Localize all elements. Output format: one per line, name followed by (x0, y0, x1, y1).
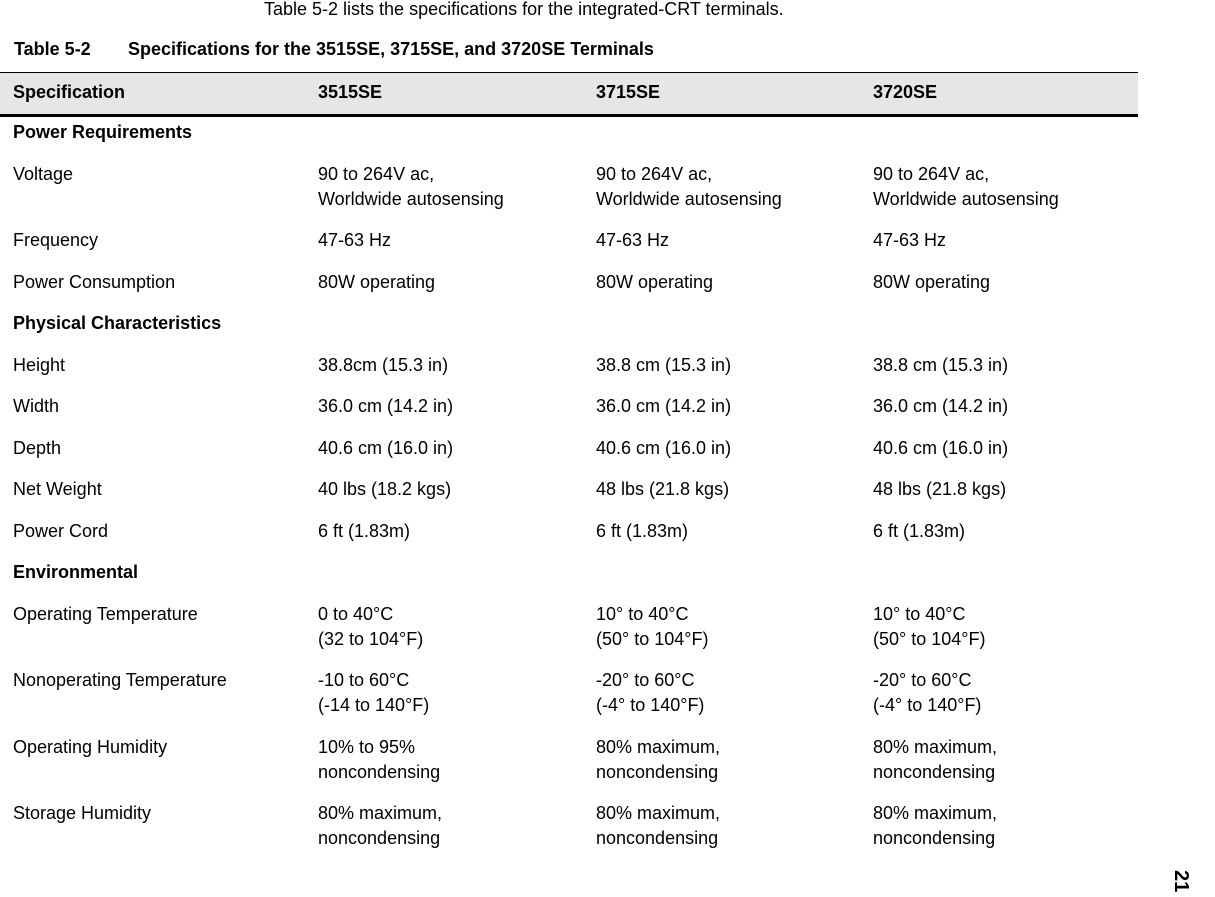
spec-value-line: noncondensing (873, 828, 996, 848)
spec-value-line: -20° to 60°C (873, 670, 972, 690)
spec-value-line: (50° to 104°F) (596, 628, 709, 649)
table-title: Specifications for the 3515SE, 3715SE, and 3720SE Terminals (128, 39, 654, 59)
spec-value-line: 80% maximum, (596, 803, 721, 823)
spec-value-line: 40 lbs (18.2 kgs) (318, 479, 452, 499)
intro-text: Table 5-2 lists the specifications for the integrated-CRT terminals. (264, 0, 784, 19)
spec-value-line: 38.8cm (15.3 in) (318, 354, 449, 375)
spec-value-line: 40.6 cm (16.0 in) (873, 437, 1009, 458)
table-row (0, 799, 1138, 866)
spec-value-cell (873, 801, 997, 851)
spec-value-line: -20° to 60°C (596, 670, 695, 690)
spec-value-line: 6 ft (1.83m) (873, 520, 966, 541)
spec-value-line: 36.0 cm (14.2 in) (596, 396, 732, 416)
spec-value-line: 90 to 264V ac, (596, 163, 713, 184)
section-label: Power Requirements (13, 122, 193, 142)
table-row (0, 160, 1138, 227)
spec-value-line: Worldwide autosensing (318, 188, 504, 209)
table-row (0, 733, 1138, 800)
spec-value-line: 40.6 cm (16.0 in) (318, 437, 454, 458)
spec-label: Depth (13, 437, 62, 458)
spec-value-line: 40.6 cm (16.0 in) (596, 437, 732, 458)
spec-value-cell (318, 436, 453, 461)
spec-value-line: 90 to 264V ac, (318, 163, 435, 184)
spec-label: Power Consumption (13, 271, 176, 292)
spec-value-cell (596, 270, 713, 295)
spec-value-cell (873, 228, 946, 253)
spec-value-cell (596, 228, 669, 253)
spec-value-cell (596, 394, 731, 419)
spec-value-cell (873, 519, 965, 544)
spec-value-line: 47-63 Hz (318, 230, 392, 250)
header-3720se: 3720SE (873, 82, 938, 102)
spec-label: Operating Humidity (13, 736, 168, 757)
spec-value-line: 6 ft (1.83m) (318, 520, 411, 541)
section-row (0, 309, 1138, 351)
table-row (0, 226, 1138, 268)
page-number: 21 (1170, 870, 1192, 893)
spec-value-line: 80W operating (873, 271, 991, 292)
spec-value-cell (873, 270, 990, 295)
spec-value-line: -10 to 60°C (318, 670, 410, 690)
spec-value-cell (596, 353, 731, 378)
spec-value-line: (-4° to 140°F) (873, 695, 982, 715)
header-3515se: 3515SE (318, 82, 383, 102)
section-label: Physical Characteristics (13, 313, 222, 333)
spec-value-line: noncondensing (318, 828, 441, 848)
spec-value-line: 80% maximum, (873, 803, 998, 823)
table-row (0, 351, 1138, 393)
spec-value-line: 47-63 Hz (873, 230, 947, 250)
table-number: Table 5-2 (14, 39, 91, 59)
spec-value-line: 80% maximum, (318, 803, 443, 823)
table-row (0, 600, 1138, 667)
spec-value-cell (873, 668, 981, 718)
spec-label: Nonoperating Temperature (13, 670, 227, 690)
spec-label: Net Weight (13, 479, 102, 499)
table-header-row (0, 72, 1138, 117)
spec-value-line: noncondensing (318, 761, 441, 782)
spec-value-cell (318, 228, 391, 253)
spec-value-cell (873, 436, 1008, 461)
spec-value-cell (596, 668, 704, 718)
spec-value-cell (596, 436, 731, 461)
spec-value-cell (873, 735, 997, 785)
spec-value-cell (318, 801, 442, 851)
spec-value-cell (596, 602, 708, 652)
spec-value-cell (318, 735, 440, 785)
spec-value-line: noncondensing (596, 761, 719, 782)
spec-value-cell (318, 353, 448, 378)
spec-value-line: 36.0 cm (14.2 in) (318, 396, 454, 416)
table-row (0, 434, 1138, 476)
spec-label: Power Cord (13, 520, 109, 541)
table-row (0, 475, 1138, 517)
spec-label: Operating Temperature (13, 603, 198, 624)
spec-value-line: 10° to 40°C (596, 603, 689, 624)
table-row (0, 392, 1138, 434)
spec-value-cell (318, 270, 435, 295)
spec-label: Height (13, 354, 66, 375)
spec-value-line: Worldwide autosensing (596, 188, 782, 209)
section-row (0, 558, 1138, 600)
spec-value-line: 10° to 40°C (873, 603, 966, 624)
spec-value-line: 6 ft (1.83m) (596, 520, 689, 541)
table-row (0, 666, 1138, 733)
spec-label: Width (13, 396, 60, 416)
spec-value-cell (596, 519, 688, 544)
table-caption (14, 38, 654, 60)
spec-value-line: 80% maximum, (596, 736, 721, 757)
spec-value-line: 36.0 cm (14.2 in) (873, 396, 1009, 416)
spec-value-cell (596, 162, 782, 212)
spec-value-line: Worldwide autosensing (873, 188, 1059, 209)
spec-value-line: 80W operating (596, 271, 714, 292)
spec-value-line: 90 to 264V ac, (873, 163, 990, 184)
spec-value-cell (596, 735, 720, 785)
spec-value-cell (596, 801, 720, 851)
spec-label: Storage Humidity (13, 803, 152, 823)
spec-label: Voltage (13, 163, 74, 184)
spec-value-cell (596, 477, 729, 502)
spec-value-line: (50° to 104°F) (873, 628, 986, 649)
table-row (0, 517, 1138, 559)
spec-value-cell (873, 394, 1008, 419)
spec-value-cell (873, 477, 1006, 502)
spec-value-cell (873, 162, 1059, 212)
header-3715se: 3715SE (596, 82, 661, 102)
header-specification: Specification (13, 82, 126, 102)
section-row (0, 118, 1138, 160)
spec-value-cell (873, 353, 1008, 378)
spec-value-line: 48 lbs (21.8 kgs) (873, 479, 1007, 499)
spec-value-line: (-4° to 140°F) (596, 695, 705, 715)
spec-value-cell (318, 477, 451, 502)
spec-value-line: (-14 to 140°F) (318, 695, 430, 715)
spec-value-line: 0 to 40°C (318, 603, 394, 624)
spec-value-cell (318, 668, 429, 718)
spec-value-cell (873, 602, 985, 652)
spec-value-line: 38.8 cm (15.3 in) (873, 354, 1009, 375)
spec-value-line: noncondensing (873, 761, 996, 782)
spec-value-cell (318, 519, 410, 544)
spec-value-cell (318, 162, 504, 212)
spec-value-line: 38.8 cm (15.3 in) (596, 354, 732, 375)
spec-value-line: 48 lbs (21.8 kgs) (596, 479, 730, 499)
spec-value-line: 47-63 Hz (596, 230, 670, 250)
section-label: Environmental (13, 562, 139, 582)
spec-label: Frequency (13, 230, 99, 250)
spec-value-line: 80W operating (318, 271, 436, 292)
spec-value-line: 10% to 95% (318, 736, 416, 757)
spec-value-line: noncondensing (596, 828, 719, 848)
spec-value-cell (318, 394, 453, 419)
table-body (0, 118, 1138, 866)
spec-value-cell (318, 602, 423, 652)
table-row (0, 268, 1138, 310)
spec-value-line: 80% maximum, (873, 736, 998, 757)
spec-value-line: (32 to 104°F) (318, 628, 424, 649)
